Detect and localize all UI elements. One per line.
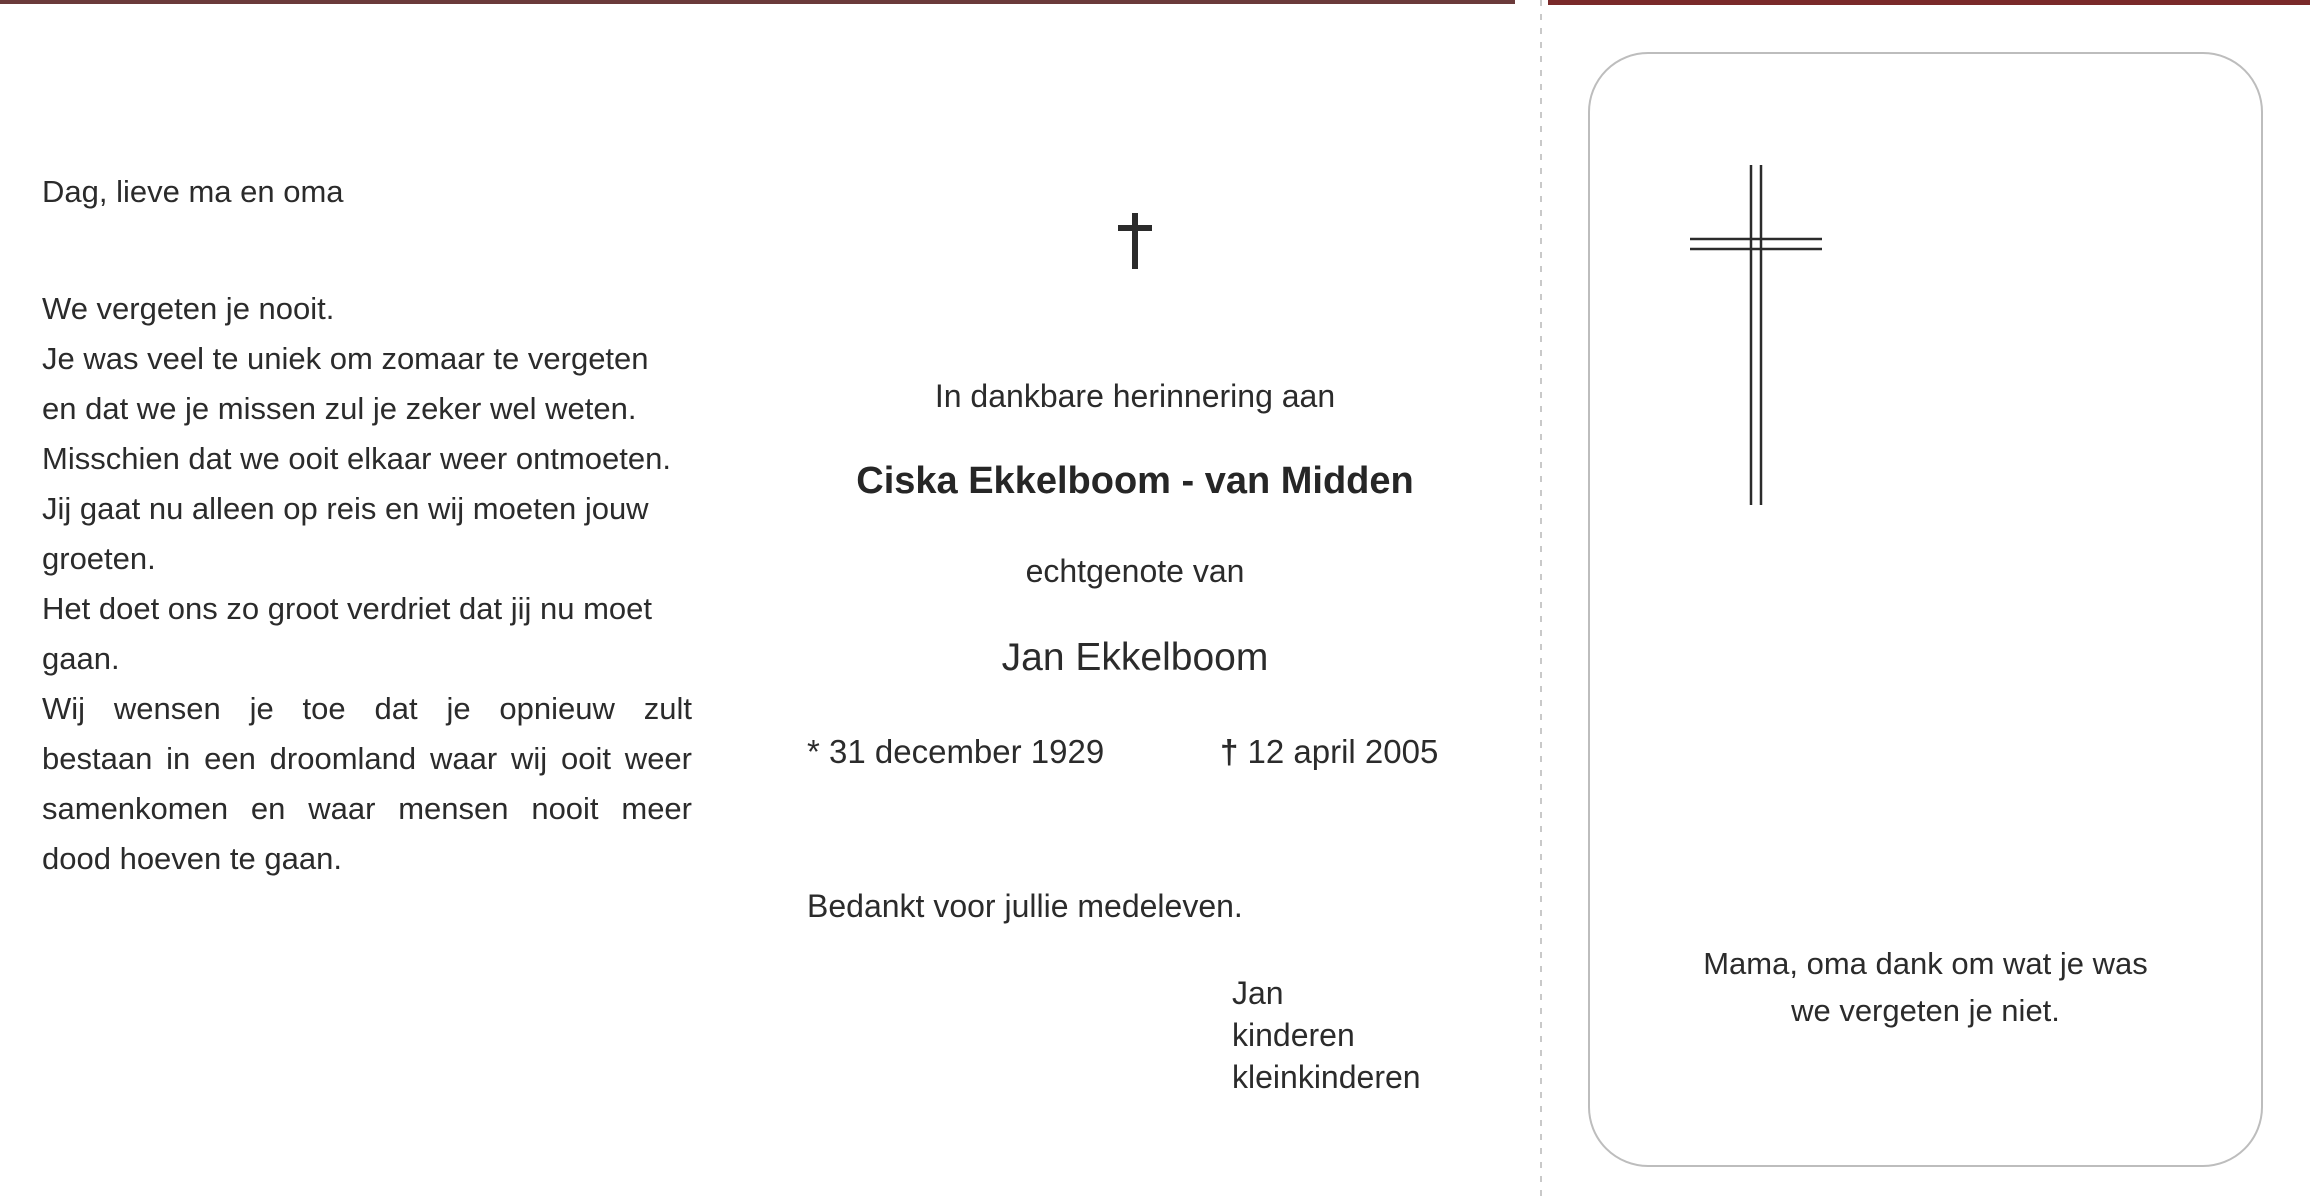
- thanks-message: Bedankt voor jullie medeleven.: [807, 888, 1243, 924]
- death-date-line: [1220, 733, 1438, 771]
- death-cross-icon: †: [1220, 733, 1239, 770]
- poem-line: Het doet ons zo groot verdriet dat jij nu moet: [42, 591, 652, 626]
- poem-line: Misschien dat we ooit elkaar weer ontmoeten.: [42, 441, 671, 476]
- death-date: 12 april 2005: [1247, 733, 1439, 770]
- memorial-intro: In dankbare herinnering aan: [934, 378, 1336, 414]
- poem-line: Wij wensen je toe dat je opnieuw zult: [42, 691, 692, 726]
- poem-line: groeten.: [42, 541, 156, 576]
- birth-date: * 31 december 1929: [807, 733, 1105, 770]
- card-verse-line: we vergeten je niet.: [1791, 993, 2060, 1028]
- double-line-cross-icon: [1690, 165, 1822, 505]
- signoff: [1232, 972, 1421, 1098]
- spouse-name: Jan Ekkelboom: [1001, 636, 1269, 679]
- cross-icon: [1118, 213, 1152, 269]
- spouse-label: echtgenote van: [1025, 553, 1245, 589]
- card-verse-line: Mama, oma dank om wat je was: [1703, 946, 2148, 981]
- poem-line: bestaan in een droomland waar wij ooit weer: [42, 741, 692, 776]
- deceased-name: Ciska Ekkelboom - van Midden: [856, 460, 1414, 502]
- top-edge-line: [0, 0, 1515, 4]
- poem-line: Jij gaat nu alleen op reis en wij moeten jouw: [42, 491, 649, 526]
- poem-line: We vergeten je nooit.: [42, 291, 335, 326]
- signoff-line: Jan: [1232, 975, 1284, 1011]
- signoff-line: kinderen: [1232, 1017, 1355, 1053]
- signoff-line: kleinkinderen: [1232, 1059, 1421, 1095]
- poem-line: gaan.: [42, 641, 120, 676]
- card-verse: [1588, 940, 2263, 1034]
- poem-line: samenkomen en waar mensen nooit meer: [42, 791, 692, 826]
- poem-line: Je was veel te uniek om zomaar te vergeten: [42, 341, 649, 376]
- poem-greeting: Dag, lieve ma en oma: [42, 174, 344, 209]
- top-edge-line-right: [1548, 0, 2310, 5]
- poem-line: dood hoeven te gaan.: [42, 841, 342, 876]
- poem-line: en dat we je missen zul je zeker wel weten.: [42, 391, 637, 426]
- card-fold: [1540, 0, 1542, 1200]
- poem-body: [42, 284, 692, 884]
